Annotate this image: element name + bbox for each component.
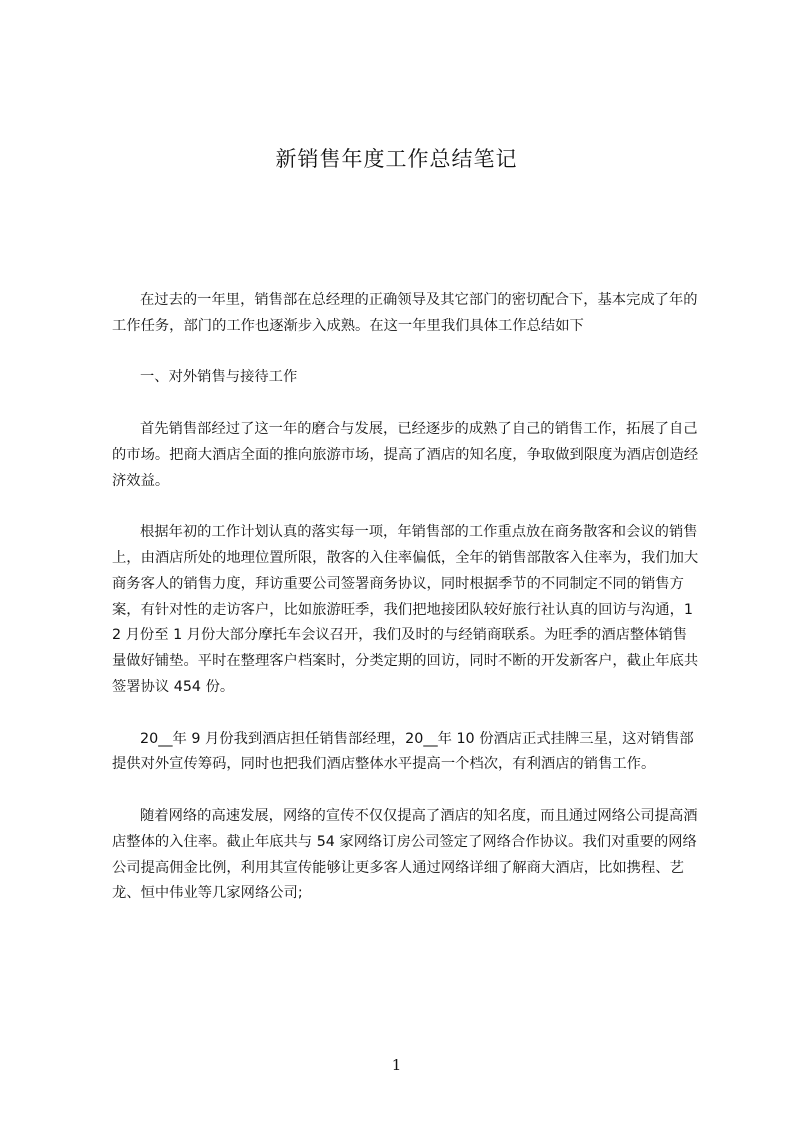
paragraph-sales-plan: 根据年初的工作计划认真的落实每一项，年销售部的工作重点放在商务散客和会议的销售上，由酒店所处的地理位置所限，散客的入住率偏低，全年的销售部散客入住率为，我们加大商务客人的销售力度，拜访重要公司签署商务协议，同时根据季节的不同制定不同的销售方案，有针对性的走访客户，比如旅游旺季，我们把地接团队较好旅行社认真的回访与沟通，12 月份至 1 月份大部分摩托车会议召开，我们及时的与经销商联系。为旺季的酒店整体销售量做好铺垫。平时在整理客户档案时，分类定期的回访，同时不断的开发新客户，截止年底共签署协议 454 份。 <box>112 524 699 695</box>
paragraph-three-star: 20__年 9 月份我到酒店担任销售部经理，20__年 10 份酒店正式挂牌三星，这对销售部提供对外宣传筹码，同时也把我们酒店整体水平提高一个档次，有利酒店的销售工作。 <box>112 730 694 773</box>
paragraph-intro: 在过去的一年里，销售部在总经理的正确领导及其它部门的密切配合下，基本完成了年的工作任务，部门的工作也逐渐步入成熟。在这一年里我们具体工作总结如下 <box>112 292 698 334</box>
document-body <box>112 288 700 933</box>
page-number: 1 <box>391 1056 402 1074</box>
paragraph-market: 首先销售部经过了这一年的磨合与发展，已经逐步的成熟了自己的销售工作，拓展了自己的市场。把商大酒店全面的推向旅游市场，提高了酒店的知名度，争取做到限度为酒店创造经济效益。 <box>112 420 699 489</box>
paragraph-online: 随着网络的高速发展，网络的宣传不仅仅提高了酒店的知名度，而且通过网络公司提高酒店整体的入住率。截止年底共与 54 家网络订房公司签定了网络合作协议。我们对重要的网络公司提高佣金比例，利用其宣传能够让更多客人通过网络详细了解商大酒店，比如携程、艺龙、恒中伟业等几家网络公司; <box>112 807 698 902</box>
document-title: 新销售年度工作总结笔记 <box>275 147 518 171</box>
section-heading: 一、对外销售与接待工作 <box>140 369 298 386</box>
